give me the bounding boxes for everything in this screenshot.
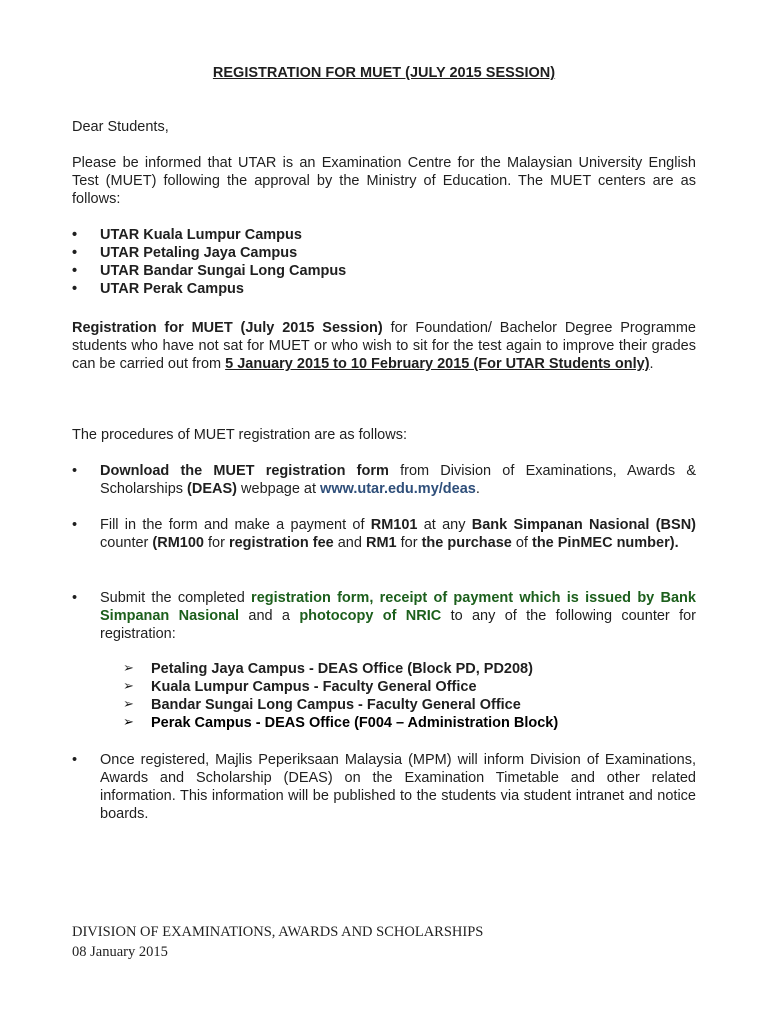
footer-division: DIVISION OF EXAMINATIONS, AWARDS AND SCHOLARSHIPS [72, 924, 484, 940]
procedure-step-submit [72, 589, 696, 643]
step1-deas: (DEAS) [187, 481, 237, 497]
list-item: • UTAR Bandar Sungai Long Campus [72, 262, 696, 280]
counter-list [123, 660, 683, 732]
registration-paragraph [72, 319, 696, 373]
list-item: ➢ Perak Campus - DEAS Office (F004 – Administration Block) [123, 714, 683, 732]
step3-t2: and a [239, 608, 300, 624]
step2-bsn: Bank Simpanan Nasional (BSN) [471, 517, 696, 533]
procedure-list-3 [72, 589, 696, 643]
step2-t5: and [333, 535, 366, 551]
step1-text2: webpage at [237, 481, 321, 497]
procedure-list-4 [72, 751, 696, 823]
list-item: ➢ Bandar Sungai Long Campus - Faculty General Office [123, 696, 683, 714]
step3-t3: to any of the following counter for registration: [100, 608, 696, 642]
step2-rm1: RM1 [365, 535, 397, 551]
registration-text: for Foundation/ Bachelor Degree Programme students who have not sat for MUET or who wish to sit for the test again to improve their grades can be carried out from [72, 320, 696, 372]
step1-bold: Download the MUET registration form [100, 463, 389, 479]
step2-t2: at any [417, 517, 472, 533]
step1-text1: from Division of Examinations, Awards & Scholarships [100, 463, 697, 497]
step2-t4: for [203, 535, 229, 551]
procedure-list [72, 462, 696, 498]
step2-pinmec: the PinMEC number). [531, 535, 679, 551]
deas-link[interactable]: www.utar.edu.my/deas [320, 481, 476, 497]
step2-t3: counter [100, 535, 153, 551]
registration-end: . [649, 356, 654, 372]
greeting: Dear Students, [72, 119, 169, 135]
step2-rm100: (RM100 [152, 535, 204, 551]
procedure-step-notification: • Once registered, Majlis Peperiksaan Malaysia (MPM) will inform Division of Examinations, Awards and Scholarship (DEAS) on the Examination Timetable and other related information. This information will be published to the students via student intranet and notice boards. [72, 751, 696, 823]
list-item: ➢ Kuala Lumpur Campus - Faculty General Office [123, 678, 683, 696]
intro-paragraph: Please be informed that UTAR is an Examination Centre for the Malaysian University English Test (MUET) following the approval by the Ministry of Education. The MUET centers are as follows: [72, 155, 696, 207]
step3-t1: Submit the completed [100, 590, 252, 606]
step2-regfee: registration fee [228, 535, 334, 551]
procedures-intro: The procedures of MUET registration are as follows: [72, 427, 407, 443]
step2-rm101: RM101 [370, 517, 418, 533]
campus-list [72, 226, 696, 298]
step2-t6: for [396, 535, 422, 551]
page-title: REGISTRATION FOR MUET (JULY 2015 SESSION) [212, 65, 556, 81]
procedure-step-download [72, 462, 696, 498]
step2-t7: of [511, 535, 532, 551]
list-item: ➢ Petaling Jaya Campus - DEAS Office (Block PD, PD208) [123, 660, 683, 678]
list-item: • UTAR Petaling Jaya Campus [72, 244, 696, 262]
registration-lead: Registration for MUET (July 2015 Session) [72, 320, 383, 336]
list-item: • UTAR Kuala Lumpur Campus [72, 226, 696, 244]
step2-purchase: the purchase [421, 535, 512, 551]
step2-t1: Fill in the form and make a payment of [100, 517, 371, 533]
list-item: • UTAR Perak Campus [72, 280, 696, 298]
registration-dates: 5 January 2015 to 10 February 2015 (For UTAR Students only) [225, 356, 650, 372]
footer-date: 08 January 2015 [72, 944, 168, 960]
procedure-list-2 [72, 516, 696, 552]
step3-green-2: photocopy of NRIC [299, 608, 442, 624]
step1-end: . [475, 481, 480, 497]
procedure-step-payment [72, 516, 696, 552]
step3-green-1: registration form, receipt of payment which is issued by Bank Simpanan Nasional [100, 590, 696, 624]
